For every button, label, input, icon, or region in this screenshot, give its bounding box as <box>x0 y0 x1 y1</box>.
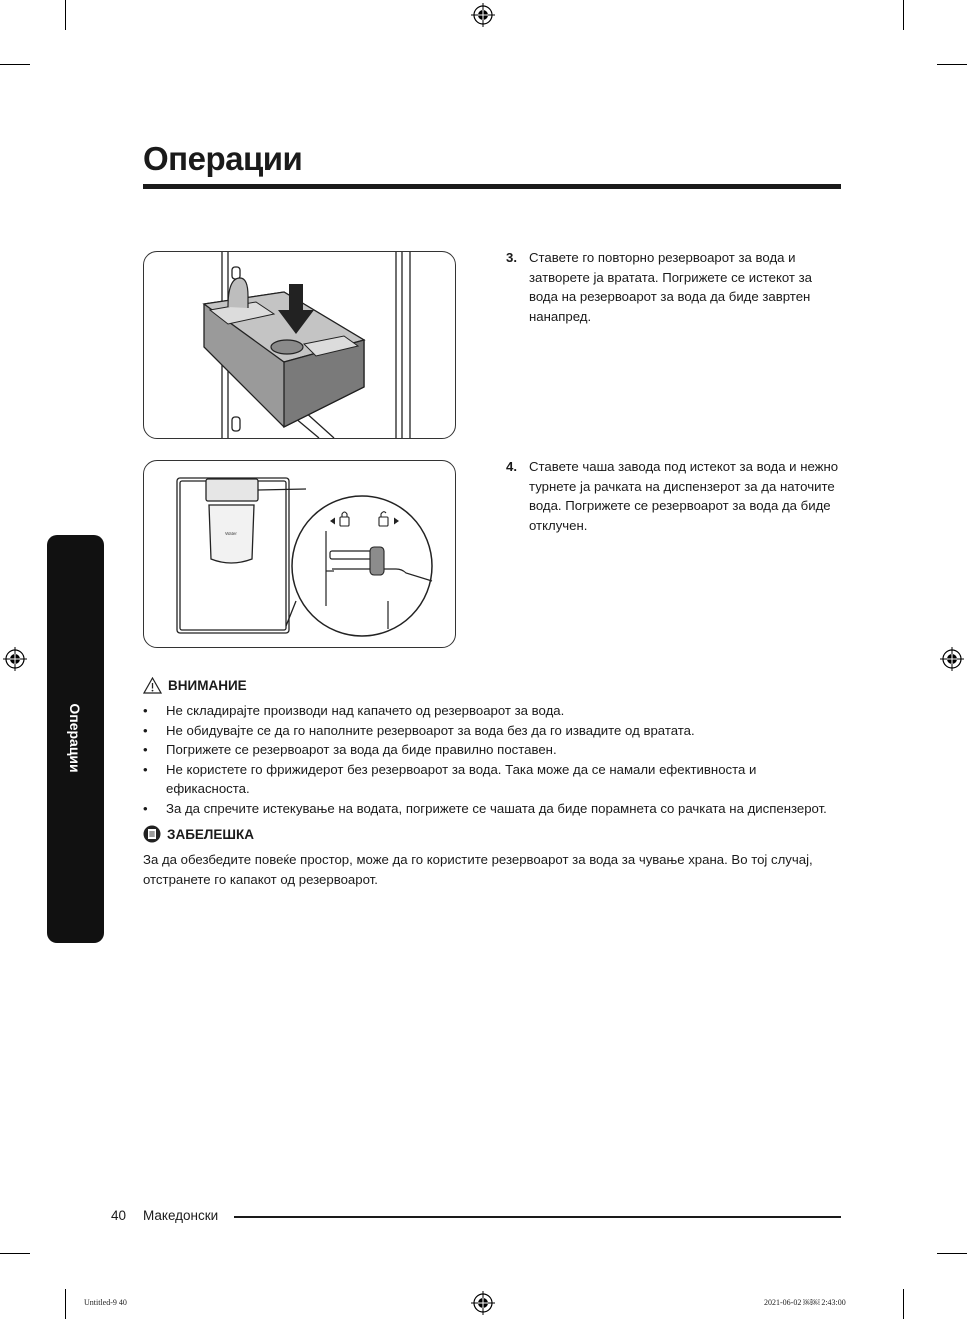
step-number: 3. <box>506 250 517 265</box>
warning-icon <box>143 677 162 694</box>
figure-water-tank-insert <box>143 251 456 439</box>
registration-mark-icon <box>471 1291 495 1315</box>
caution-header <box>143 677 247 694</box>
title-divider <box>143 184 841 189</box>
list-item-text: За да спречите истекување на водата, погрижете се чашата да биде порамнета со рачката на диспензерот. <box>166 800 827 816</box>
crop-mark <box>0 1253 30 1254</box>
note-header <box>143 825 254 843</box>
crop-mark <box>937 1253 967 1254</box>
crop-mark <box>903 1289 904 1319</box>
crop-mark <box>65 1289 66 1319</box>
footer-language: Македонски <box>143 1208 219 1223</box>
note-icon <box>143 825 161 843</box>
registration-mark-icon <box>3 647 27 671</box>
caution-title: ВНИМАНИЕ <box>168 678 247 693</box>
list-item: • Погрижете се резервоарот за вода да биде правилно поставен. <box>143 742 557 757</box>
note-title: ЗАБЕЛЕШКА <box>167 826 254 842</box>
dispenser-label: Water <box>225 531 237 536</box>
list-item-text: Погрижете се резервоарот за вода да биде правилно поставен. <box>166 742 557 757</box>
list-item: • Не користете го фрижидерот без резервоарот за вода. Така може да се намали ефективноста и ефикасноста. <box>143 761 757 796</box>
step-text: Ставете го повторно резервоарот за вода и затворете ја вратата. Погрижете се истекот за вода на резервоарот за вода да биде завртен нанапред. <box>529 250 813 324</box>
registration-mark-icon <box>471 3 495 27</box>
step-text: Ставете чаша завода под истекот за вода и нежно турнете ја рачката на диспензерот за да наточите вода. Погрижете се резервоарот за вода да биде отклучен. <box>529 459 839 533</box>
lock-icon <box>340 517 349 526</box>
unlock-icon <box>379 517 388 526</box>
print-slug-left: Untitled-9 40 <box>84 1298 127 1307</box>
figure-dispenser-lock <box>143 460 456 648</box>
step-3 <box>506 248 841 326</box>
registration-mark-icon <box>940 647 964 671</box>
dispenser-illustration <box>144 461 455 647</box>
step-number: 4. <box>506 459 517 474</box>
dispenser-lever <box>370 547 384 575</box>
page-title: Операции <box>143 140 303 177</box>
crop-mark <box>65 0 66 30</box>
list-item: • Не складирајте производи над капачето од резервоарот за вода. <box>143 703 565 718</box>
water-tank-illustration <box>144 252 455 438</box>
caution-list <box>143 701 843 818</box>
crop-mark <box>0 64 30 65</box>
list-item-text: Не користете го фрижидерот без резервоарот за вода. Така може да се намали ефективноста и ефикасноста. <box>166 761 757 796</box>
page-number: 40 <box>111 1208 127 1223</box>
print-slug-right: 2021-06-02 ￼￼ 2:43:00 <box>764 1298 846 1307</box>
list-item: • Не обидувајте се да го наполните резервоарот за вода без да го извадите од вратата. <box>143 722 695 738</box>
step-4 <box>506 457 841 535</box>
crop-mark <box>903 0 904 30</box>
list-item-text: Не обидувајте се да го наполните резервоарот за вода без да го извадите од вратата. <box>166 722 695 738</box>
crop-mark <box>937 64 967 65</box>
note-text: За да обезбедите повеќе простор, може да го користите резервоарот за вода за чување храна. Во тој случај, отстранете го капакот од резервоарот. <box>143 852 813 887</box>
section-side-tab-label: Операции <box>67 703 83 773</box>
list-item-text: Не складирајте производи над капачето од резервоарот за вода. <box>166 703 565 718</box>
footer-divider <box>234 1216 841 1218</box>
list-item: • За да спречите истекување на водата, погрижете се чашата да биде порамнета со рачката на диспензерот. <box>143 800 827 816</box>
